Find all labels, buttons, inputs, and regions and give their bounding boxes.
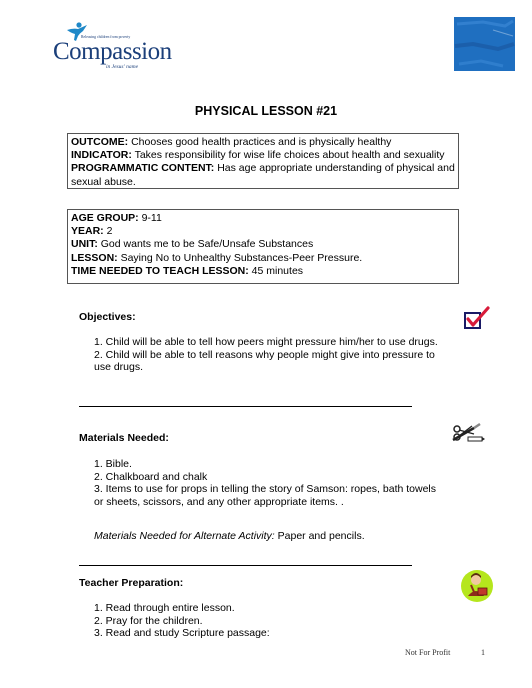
preparation-item: 1. Read through entire lesson. [94, 602, 235, 614]
year-label: YEAR: [71, 225, 104, 238]
unit-value: God wants me to be Safe/Unsafe Substances [97, 238, 314, 251]
material-item: 2. Chalkboard and chalk [94, 470, 208, 483]
outcome-line [71, 136, 455, 149]
lesson-title: PHYSICAL LESSON #21 [194, 104, 338, 118]
outcome-value: Chooses good health practices and is physically healthy [128, 136, 392, 148]
age-group-label: AGE GROUP: [71, 212, 139, 224]
alternate-materials-label: Materials Needed for Alternate Activity: [94, 530, 275, 542]
time-label: TIME NEEDED TO TEACH LESSON: [71, 264, 249, 277]
objectives-list [94, 336, 444, 374]
section-divider [79, 565, 412, 566]
compassion-logo [53, 22, 172, 70]
programmatic-line [71, 162, 455, 188]
alternate-materials [94, 530, 365, 542]
age-group-value: 9-11 [138, 212, 162, 224]
materials-list [94, 458, 444, 508]
lesson-info-box [67, 209, 459, 284]
time-value: 45 minutes [248, 264, 304, 277]
material-item: 1. Bible. [94, 458, 132, 470]
logo-subtitle: in Jesus' name [106, 64, 139, 70]
footer-note: Not For Profit [405, 648, 451, 657]
preparation-list [94, 602, 444, 640]
blue-square-graphic [453, 16, 516, 72]
programmatic-label: PROGRAMMATIC CONTENT: [71, 162, 215, 175]
age-group-line [71, 212, 455, 225]
outcome-box [67, 133, 459, 189]
logo-wordmark: Compassion [53, 38, 172, 65]
objective-item: 1. Child will be able to tell how peers might pressure him/her to use drugs. [94, 336, 438, 348]
year-line [71, 225, 455, 238]
year-value: 2 [103, 225, 113, 238]
objective-item: 2. Child will be able to tell reasons why people might give into pressure to use drugs. [94, 348, 435, 373]
lesson-line [71, 252, 455, 265]
indicator-line [71, 149, 455, 162]
unit-line [71, 238, 455, 251]
alternate-materials-value: Paper and pencils. [274, 530, 365, 542]
material-item: 3. Items to use for props in telling the story of Samson: ropes, bath towels or sheets, scissors, and any other appropriate items. . [94, 483, 437, 508]
materials-heading: Materials Needed: [79, 432, 169, 444]
teacher-reading-icon [460, 568, 494, 604]
pencil-scissors-icon [450, 420, 486, 444]
checkbox-check-icon [463, 306, 491, 330]
time-line [71, 265, 455, 278]
unit-label: UNIT: [71, 238, 98, 251]
indicator-label: INDICATOR: [71, 149, 132, 162]
programmatic-value: Has age appropriate understanding of physical and sexual abuse. [71, 162, 455, 188]
lesson-label: LESSON: [71, 251, 118, 264]
logo-tagline: Releasing children from poverty [81, 35, 131, 39]
indicator-value: Takes responsibility for wise life choices about health and sexuality [131, 149, 445, 162]
outcome-label: OUTCOME: [71, 136, 129, 148]
preparation-item: 2. Pray for the children. [94, 614, 203, 627]
preparation-heading: Teacher Preparation: [79, 577, 184, 589]
lesson-value: Saying No to Unhealthy Substances-Peer Pressure. [117, 251, 363, 264]
preparation-item: 3. Read and study Scripture passage: [94, 627, 270, 639]
objectives-heading: Objectives: [79, 311, 136, 323]
section-divider [79, 406, 412, 407]
page-number: 1 [481, 648, 485, 657]
